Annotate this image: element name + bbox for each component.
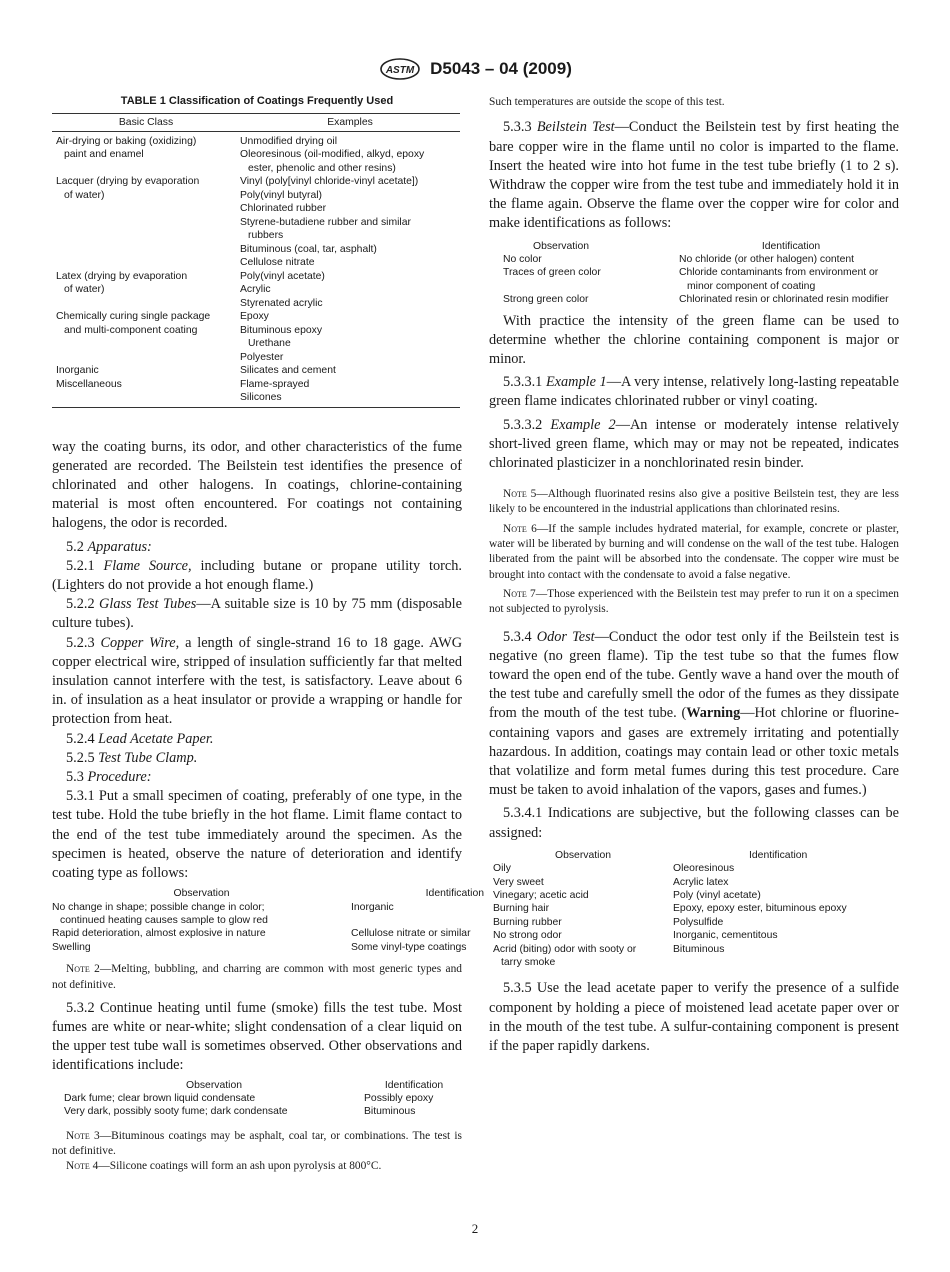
section-5-2-2: 5.2.2 Glass Test Tubes—A suitable size is 10 by 75 mm (disposable culture tubes). bbox=[52, 596, 462, 632]
observation-table-2 bbox=[64, 1079, 464, 1119]
table-row: No change in shape; possible change in color; continued heating causes sample to glow red Inorganic bbox=[52, 901, 394, 926]
left-column bbox=[52, 95, 484, 1175]
observation-table-1 bbox=[52, 887, 484, 954]
table-row bbox=[52, 175, 460, 270]
obs-header: Identification bbox=[761, 240, 821, 252]
table-row bbox=[52, 131, 460, 175]
basic-class-cell: Latex (drying by evaporation of water) bbox=[56, 270, 188, 295]
table-row: Very dark, possibly sooty fume; dark condensate Bituminous bbox=[64, 1106, 416, 1118]
observation-table-3 bbox=[503, 240, 903, 307]
examples-cell: Epoxy Bituminous epoxy Urethane Polyester bbox=[240, 311, 323, 363]
obs-header: Identification bbox=[384, 1079, 444, 1091]
basic-class-cell: Air-drying or baking (oxidizing) paint and enamel bbox=[56, 135, 197, 160]
section-5-2-3: 5.2.3 Copper Wire, a length of single-strand 16 to 18 gage. AWG copper electrical wire, stripped of insulation sufficiently far that melted insulation cannot interfere with the test, is satisfactory. Leave about 6 in. of insulation as a heat insulator or provide a wrapping or handle for protection from heat. bbox=[52, 634, 463, 728]
table1-header: Examples bbox=[240, 114, 460, 132]
table1-caption: TABLE 1 Classification of Coatings Frequently Used bbox=[120, 95, 394, 107]
basic-class-cell: Miscellaneous bbox=[52, 378, 240, 408]
note-2: Note 2—Melting, bubbling, and charring are common with most generic types and not definitive. bbox=[52, 963, 462, 991]
note-6: Note 6—If the sample includes hydrated material, for example, concrete or plaster, water will be liberated by burning and will condense on the wall of the test tube. Halogen liberated from the paint will be absorbed into the condensate. The copper wire must be brought into contact with the condensate to avoid a false negative. bbox=[489, 522, 899, 581]
table-row bbox=[52, 270, 460, 311]
note-4: Note 4—Silicone coatings will form an ash upon pyrolysis at 800°C. bbox=[66, 1160, 382, 1173]
obs-header: Observation bbox=[185, 1079, 243, 1091]
section-5-3-4-1: 5.3.4.1 Indications are subjective, but the following classes can be assigned: bbox=[489, 805, 899, 841]
examples-cell: Poly(vinyl acetate) Acrylic Styrenated acrylic bbox=[240, 270, 325, 309]
section-5-3-2: 5.3.2 Continue heating until fume (smoke) fills the test tube. Most fumes are white or near-white; slight condensation of a clear liquid on the upper test tube wall is sometimes observed. Other observations and identifications include: bbox=[52, 999, 462, 1074]
obs-header: Observation bbox=[533, 240, 590, 252]
section-5-3-3-2: 5.3.3.2 Example 2—An intense or moderately intense relatively short-lived green flame, which may or may not be repeated, indicates chlorinated plasticizer in a nonchlorinated resin binder. bbox=[489, 416, 899, 471]
intro-paragraph: way the coating burns, its odor, and other characteristics of the fume generated are recorded. The Beilstein test identifies the presence of chlorinated and other halogens. In coatings, chlorine-containing material is most often encountered. For coatings not containing halogens, the odor is recorded. bbox=[52, 438, 462, 532]
astm-logo-icon bbox=[378, 58, 422, 80]
table-row: Very sweet Acrylic latex bbox=[493, 876, 729, 888]
basic-class-cell: Chemically curing single package and multi-component coating bbox=[56, 311, 211, 336]
section-5-2-1: 5.2.1 Flame Source, including butane or propane utility torch. (Lighters do not provide a hot enough flame.) bbox=[52, 557, 462, 593]
section-5-3: 5.3 Procedure: bbox=[66, 768, 152, 785]
table-row: Vinegary; acetic acid Poly (vinyl acetate) bbox=[493, 890, 761, 901]
basic-class-cell: Inorganic bbox=[56, 365, 99, 376]
examples-cell: Vinyl (poly[vinyl chloride-vinyl acetate]) Poly(vinyl butyral) Chlorinated rubber Styrene-butadiene rubber and similar rubbers Bituminous (coal, tar, asphalt) Cellulose nitrate bbox=[240, 176, 419, 268]
table1-header: Basic Class bbox=[52, 114, 240, 132]
table-row bbox=[52, 378, 460, 408]
page-number: 2 bbox=[471, 1221, 479, 1236]
examples-cell: Unmodified drying oil Oleoresinous (oil-modified, alkyd, epoxy ester, phenolic and other resins) bbox=[240, 135, 425, 174]
obs-header: Observation bbox=[554, 849, 612, 861]
section-5-3-4: 5.3.4 Odor Test—Conduct the odor test only if the Beilstein test is negative (no green flame). Tip the test tube so that the fumes flow toward the open end of the tube. Gently wave a hand over the mouth of the test tube and carefully smell the odor of the fumes as they dissipate from the mouth of the test tube. (Warning—Hot chlorine or fluorine-containing vapors and gases are extremely irritating and potentially hazardous. In addition, coatings may contain lead or other toxic metals that volatilize and form metal fumes during this test procedure. Care must be taken to avoid inhalation of the vapors, gases and fumes.) bbox=[489, 628, 900, 799]
section-5-3-3: 5.3.3 Beilstein Test—Conduct the Beilstein test by first heating the bare copper wire in the flame until no color is imparted to the flame. Insert the heated wire into hot fume in the test tube briefly (1 to 2 s). Withdraw the copper wire from the test tube and immediately hold it in the flame again. Observe the flame over the copper wire for color and make identifications as follows: bbox=[489, 119, 899, 232]
page-header bbox=[0, 58, 950, 80]
section-5-2-5: 5.2.5 Test Tube Clamp. bbox=[66, 749, 198, 766]
table-row: Acrid (biting) odor with sooty or tarry smoke Bituminous bbox=[493, 943, 725, 969]
practice-paragraph: With practice the intensity of the green flame can be used to determine whether the chlorine containing component is major or minor. bbox=[489, 312, 899, 367]
note-5: Note 5—Although fluorinated resins also give a positive Beilstein test, they are less likely to be encountered in the industrial applications than chlorinated resins. bbox=[489, 488, 899, 516]
examples-cell: Flame-sprayed Silicones bbox=[240, 378, 460, 408]
obs-header: Identification bbox=[425, 888, 484, 900]
obs-header: Observation bbox=[173, 888, 230, 900]
document-designation: D5043 – 04 (2009) bbox=[430, 59, 572, 78]
table-row bbox=[52, 310, 460, 364]
table-row: No strong odor Inorganic, cementitous bbox=[493, 930, 778, 942]
logo-text: ASTM bbox=[385, 65, 415, 76]
table-row: Traces of green color Chloride contaminants from environment or minor component of coating bbox=[503, 267, 879, 292]
section-5-2: 5.2 Apparatus: bbox=[66, 538, 152, 555]
table-row bbox=[52, 364, 460, 378]
table-row: Burning rubber Polysulfide bbox=[493, 916, 724, 928]
obs-header: Identification bbox=[749, 849, 808, 861]
table-row: Swelling Some vinyl-type coatings bbox=[52, 941, 467, 953]
examples-cell: Silicates and cement bbox=[240, 365, 336, 376]
observation-table-4 bbox=[493, 849, 901, 970]
section-5-2-4: 5.2.4 Lead Acetate Paper. bbox=[66, 730, 214, 747]
table-row: Oily Oleoresinous bbox=[493, 863, 735, 875]
section-5-3-3-1: 5.3.3.1 Example 1—A very intense, relatively long-lasting repeatable green flame indicates chlorinated rubber or vinyl coating. bbox=[489, 374, 899, 410]
basic-class-cell: Lacquer (drying by evaporation of water) bbox=[56, 176, 200, 201]
table-row: Dark fume; clear brown liquid condensate Possibly epoxy bbox=[64, 1093, 434, 1105]
table-row: Strong green color Chlorinated resin or chlorinated resin modifier bbox=[503, 294, 889, 306]
table-row: No color No chloride (or other halogen) content bbox=[503, 253, 855, 265]
section-5-3-5: 5.3.5 Use the lead acetate paper to verify the presence of a sulfide component by holding a piece of moistened lead acetate paper over or in the mouth of the test tube. A sulfur-containing component is present if the paper rapidly darkens. bbox=[489, 980, 899, 1055]
table-row: Burning hair Epoxy, epoxy ester, bituminous epoxy bbox=[493, 903, 847, 915]
continued-text: Such temperatures are outside the scope of this test. bbox=[489, 96, 725, 108]
section-5-3-1: 5.3.1 Put a small specimen of coating, preferably of one type, in the test tube. Hold the tube briefly in the hot flame. Limit flame contact to the end of the test tube immediately around the specimen. As the specimen is heated, observe the nature of deterioration and identify coating type as follows: bbox=[52, 788, 463, 881]
right-column bbox=[489, 95, 899, 1056]
table-row: Rapid deterioration, almost explosive in nature Cellulose nitrate or similar bbox=[52, 928, 471, 940]
note-7: Note 7—Those experienced with the Beilstein test may prefer to run it on a specimen not subjected to pyrolysis. bbox=[489, 587, 899, 616]
note-3: Note 3—Bituminous coatings may be asphalt, coal tar, or combinations. The test is not definitive. bbox=[52, 1129, 462, 1158]
table1 bbox=[52, 113, 460, 408]
